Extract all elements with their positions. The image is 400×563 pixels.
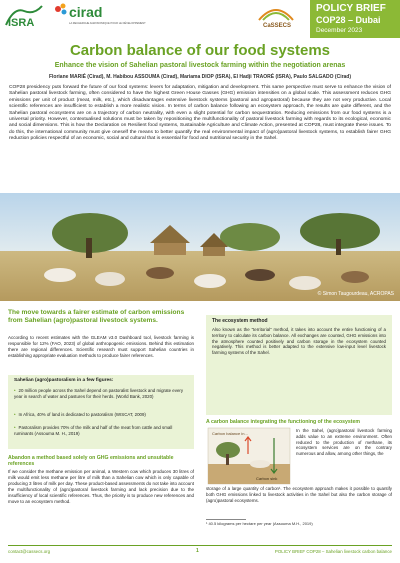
figures-box-title: Sahelian (agro)pastoralism in a few figures: xyxy=(14,378,114,383)
isra-logo xyxy=(4,3,44,29)
authors-line: Floriane MARIÉ (Cirad), M. Habibou ASSOUMA (Cirad), Mariama DIOP (ISRA), El Hadji TRAORÉ (ISRA), Paulo SALGADO (Cirad) xyxy=(48,74,352,80)
right-paragraph-1: In the Sahel, (agro)pastoral livestock farming adds value to an extreme environment. Often reduced to the production of methane, its ecosystem services are on the contrary numerous and allow, among other things, the xyxy=(296,428,392,457)
figures-item: • In Africa, 40% of land is dedicated to pastoralism (WISCAT, 2009) xyxy=(14,412,146,417)
page-subtitle: Enhance the vision of Sahelian pastoral livestock farming within the negotiation arenas xyxy=(54,62,346,69)
figures-item: • Pastoralism provides 70% of the milk and half of the meat from cattle and small ruminants (Assouma M. H., 2019) xyxy=(14,425,173,436)
bullet-icon: • xyxy=(14,388,16,393)
cassecs-logo xyxy=(255,2,297,30)
footer-series-title: POLICY BRIEF COP28 – Sahelian livestock carbon balance xyxy=(274,549,392,554)
left-paragraph: According to recent estimates with the GLEAM v3.0 Dashboard tool, livestock farming is responsible for 12% (FAO, 2023) of global anthropogenic emissions. Behind this estimation there are regional differences. Scientific research must support Sahelian countries in establishing appropriate evaluation methods to produce fairer references. xyxy=(8,335,194,358)
isra-logo-text: ISRA xyxy=(8,17,35,29)
policy-brief-badge xyxy=(310,0,400,38)
diagram-label-2: Carbon sink xyxy=(256,476,278,481)
ecosystem-box-title: The ecosystem method xyxy=(212,318,268,324)
footnote-divider xyxy=(206,519,246,520)
left-paragraph-2: If we consider the methane emission per animal, a Western cow which produces 30 litres of milk would emit less methane per litre of milk than a Sahelian cow which is only capable of producing 3 litres of milk per day. These product-based assessments do not take into account the multifunctionality of (agro)pastoral livestock farming and lack precision due to the insufficiency of local scientific references. Thus, the priority is to produce new references and move to an ecosystem method. xyxy=(8,469,194,504)
ecosystem-box-text: Also known as the “territorial” method, it takes into account the entire functioning of a territory to calculate its carbon balance. All exchanges are counted, GHG emissions into the atmosphere counted positively and carbon storage in the ecosystem counted negatively. This method is better adapted to the extensive low-input level livestock farming systems of the Sahel. xyxy=(212,327,386,356)
intro-paragraph: COP28 presidency puts forward the future of our food systems: levers for adaptation, mitigation and development. This same perspective must serve to enhance the vision of Sahelian pastoral livestock farming, often considered to have the highest Green House Gasses (GHG) emission intensities on a global scale. This assessment reduces GHG emissions per unit of product (meat, milk, etc.), which disadvantages extensive livestock systems (pastoral and agropastoral) because they are not very productive. Local scientific references are insufficient to establish a more realistic vision. In terms of carbon balance following an ecosystem approach, the results are quite different, and the Sahelian pastoral ecosystems are on a trajectory of carbon neutrality, with even a slight potential for carbon sequestration. Reducing emissions from our food systems is a universal priority. However, contextualised solutions must be taken by repositioning the multifunctionality of pastoral livestock farming with regards to its ecological, economic and social dimensions. This is how the Declaration on Resilient food systems, Sustainable Agriculture and Climate Action, presented at COP28, must integrate these issues. To do this, the international community must give oneself the means to better quantify the real environmental impact of (agro)pastoral livestock systems, to establish fairer GHG reduction policies respectful of an economic, social and cultural that is essential for food and nutritional security in the Sahel. xyxy=(9,85,391,142)
photo-credit: © Simon Taugourdeau, ACROPAS xyxy=(317,291,394,297)
footer-divider xyxy=(8,545,392,546)
brief-date: December 2023 xyxy=(316,27,363,34)
right-paragraph-2: storage of a large quantity of carbon¹. The ecosystem approach makes it possible to quantify both GHG emissions linked to livestock activities in the Sahel but also the carbon storage of (agro)pastoral ecosystems. xyxy=(206,486,392,503)
footnote: ¹ 40.5 kilograms per hectare per year (Assouma M.H., 2019) xyxy=(206,521,313,526)
ecosystem-method-box xyxy=(206,315,392,415)
footer-email-link[interactable]: contact@cassecs.org xyxy=(8,549,51,554)
diagram-label-1: Carbon balance in... xyxy=(212,431,248,436)
figures-item: • 20 million people across the Sahel depend on pastoralist livestock and migrate every year in search of water and pastures for their herds. (World Bank, 2020) xyxy=(14,388,184,399)
bullet-icon: • xyxy=(14,425,16,430)
figures-box xyxy=(8,375,194,449)
left-heading: The move towards a fairer estimate of carbon emissions from Sahelian (agro)pastoral livestock systems. xyxy=(8,309,185,324)
bullet-icon: • xyxy=(14,412,16,417)
sahel-landscape-photo xyxy=(0,193,400,301)
cirad-logo xyxy=(52,3,146,27)
page-title: Carbon balance of our food systems xyxy=(69,42,331,59)
page-number: 1 xyxy=(196,548,199,554)
cassecs-logo-text: CaSSECS xyxy=(263,23,292,29)
cirad-logo-tag: LA RECHERCHE AGRONOMIQUE POUR LE DÉVELOPPEMENT xyxy=(69,22,146,25)
brief-event: COP28 – Dubai xyxy=(316,15,381,25)
carbon-balance-diagram xyxy=(208,428,290,484)
cirad-logo-text: cirad xyxy=(69,4,103,20)
brief-label: POLICY BRIEF xyxy=(316,3,386,14)
right-heading: A carbon balance integrating the functioning of the ecosystem xyxy=(206,419,361,425)
left-heading-2: Abandon a method based solely on GHG emissions and unsuitable references xyxy=(8,455,174,468)
